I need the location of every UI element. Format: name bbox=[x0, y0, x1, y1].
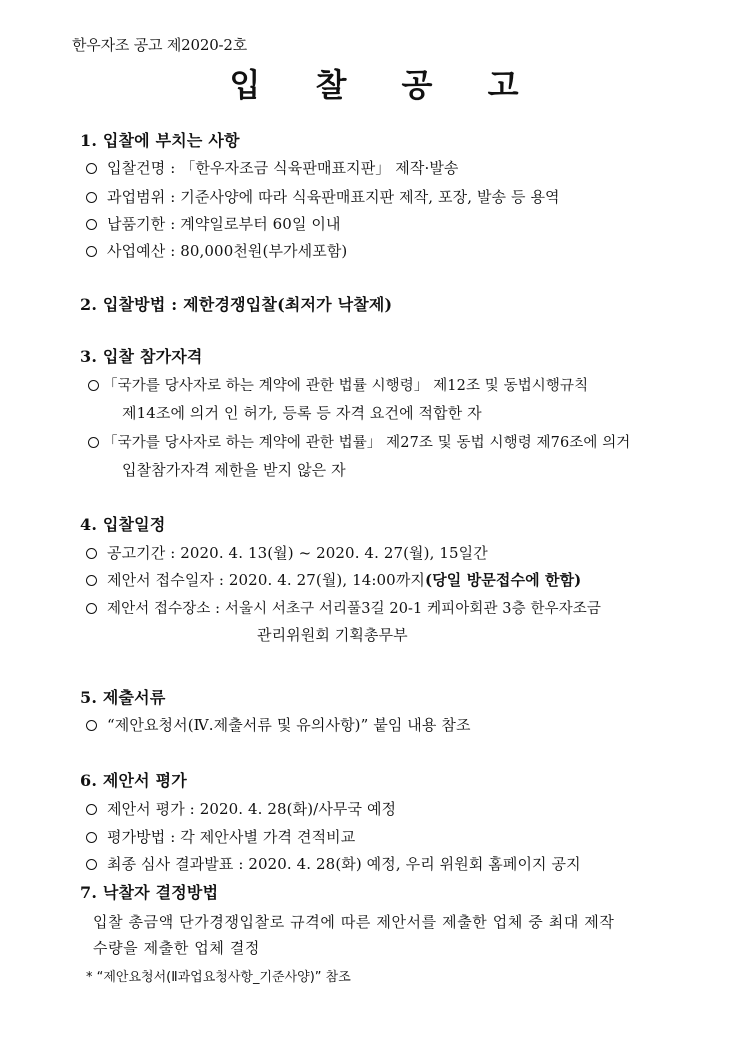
notice-number: 한우자조 공고 제2020-2호 bbox=[72, 36, 248, 54]
section-7-text: 입찰 총금액 단가경쟁입찰로 규격에 따른 제안서를 제출한 업체 중 최대 제작 bbox=[93, 913, 615, 931]
circle-bullet-icon bbox=[86, 192, 97, 203]
section-3-item-continued: 제14조에 의거 인 허가, 등록 등 자격 요건에 적합한 자 bbox=[122, 404, 482, 422]
section-6-heading: 6. 제안서 평가 bbox=[80, 771, 187, 790]
circle-bullet-icon bbox=[86, 804, 97, 815]
section-7-note: * “제안요청서(Ⅱ과업요청사항_기준사양)” 참조 bbox=[86, 970, 351, 985]
section-3-heading: 3. 입찰 참가자격 bbox=[80, 347, 203, 366]
circle-bullet-icon bbox=[88, 380, 99, 391]
section-5-item: “제안요청서(Ⅳ.제출서류 및 유의사항)” 붙임 내용 참조 bbox=[86, 714, 471, 735]
circle-bullet-icon bbox=[86, 163, 97, 174]
document-title: 입 찰 공 고 bbox=[229, 66, 541, 104]
section-1-item: 과업범위 : 기준사양에 따라 식육판매표지판 제작, 포장, 발송 등 용역 bbox=[86, 186, 560, 207]
circle-bullet-icon bbox=[86, 832, 97, 843]
receipt-place: 제안서 접수장소 : 서울시 서초구 서리풀3길 20-1 케피아회관 3층 한우자조금 bbox=[86, 597, 601, 618]
receipt-note: (당일 방문접수에 한함) bbox=[425, 571, 582, 589]
section-3-item: 「국가를 당사자로 하는 계약에 관한 법률 시행령」 제12조 및 동법시행규칙 bbox=[88, 374, 588, 395]
circle-bullet-icon bbox=[86, 219, 97, 230]
section-1-item: 입찰건명 : 「한우자조금 식육판매표지판」 제작·발송 bbox=[86, 157, 459, 178]
section-4-heading: 4. 입찰일정 bbox=[80, 515, 166, 534]
section-6-item: 최종 심사 결과발표 : 2020. 4. 28(화) 예정, 우리 위원회 홈페이지 공지 bbox=[86, 853, 581, 874]
section-6-item: 제안서 평가 : 2020. 4. 28(화)/사무국 예정 bbox=[86, 798, 396, 819]
bid-period: 공고기간 : 2020. 4. 13(월) ~ 2020. 4. 27(월), 15일간 bbox=[86, 542, 488, 563]
section-3-item: 「국가를 당사자로 하는 계약에 관한 법률」 제27조 및 동법 시행령 제76조에 의거 bbox=[88, 431, 630, 452]
section-2-heading: 2. 입찰방법 : 제한경쟁입찰(최저가 낙찰제) bbox=[80, 295, 393, 314]
section-3-item-continued: 입찰참가자격 제한을 받지 않은 자 bbox=[122, 461, 346, 479]
receipt-date: 제안서 접수일자 : 2020. 4. 27(월), 14:00까지(당일 방문접수에 한함) bbox=[86, 569, 581, 590]
circle-bullet-icon bbox=[86, 548, 97, 559]
section-5-heading: 5. 제출서류 bbox=[80, 688, 166, 707]
section-7-heading: 7. 낙찰자 결정방법 bbox=[80, 883, 219, 902]
section-1-item: 사업예산 : 80,000천원(부가세포함) bbox=[86, 240, 347, 261]
circle-bullet-icon bbox=[86, 859, 97, 870]
circle-bullet-icon bbox=[86, 575, 97, 586]
circle-bullet-icon bbox=[86, 603, 97, 614]
section-1-item: 납품기한 : 계약일로부터 60일 이내 bbox=[86, 213, 341, 234]
circle-bullet-icon bbox=[86, 720, 97, 731]
section-1-heading: 1. 입찰에 부치는 사항 bbox=[80, 131, 240, 150]
circle-bullet-icon bbox=[86, 246, 97, 257]
circle-bullet-icon bbox=[88, 437, 99, 448]
section-7-text-continued: 수량을 제출한 업체 결정 bbox=[93, 939, 261, 957]
section-6-item: 평가방법 : 각 제안사별 가격 견적비교 bbox=[86, 826, 355, 847]
receipt-place-continued: 관리위원회 기획총무부 bbox=[257, 626, 408, 644]
